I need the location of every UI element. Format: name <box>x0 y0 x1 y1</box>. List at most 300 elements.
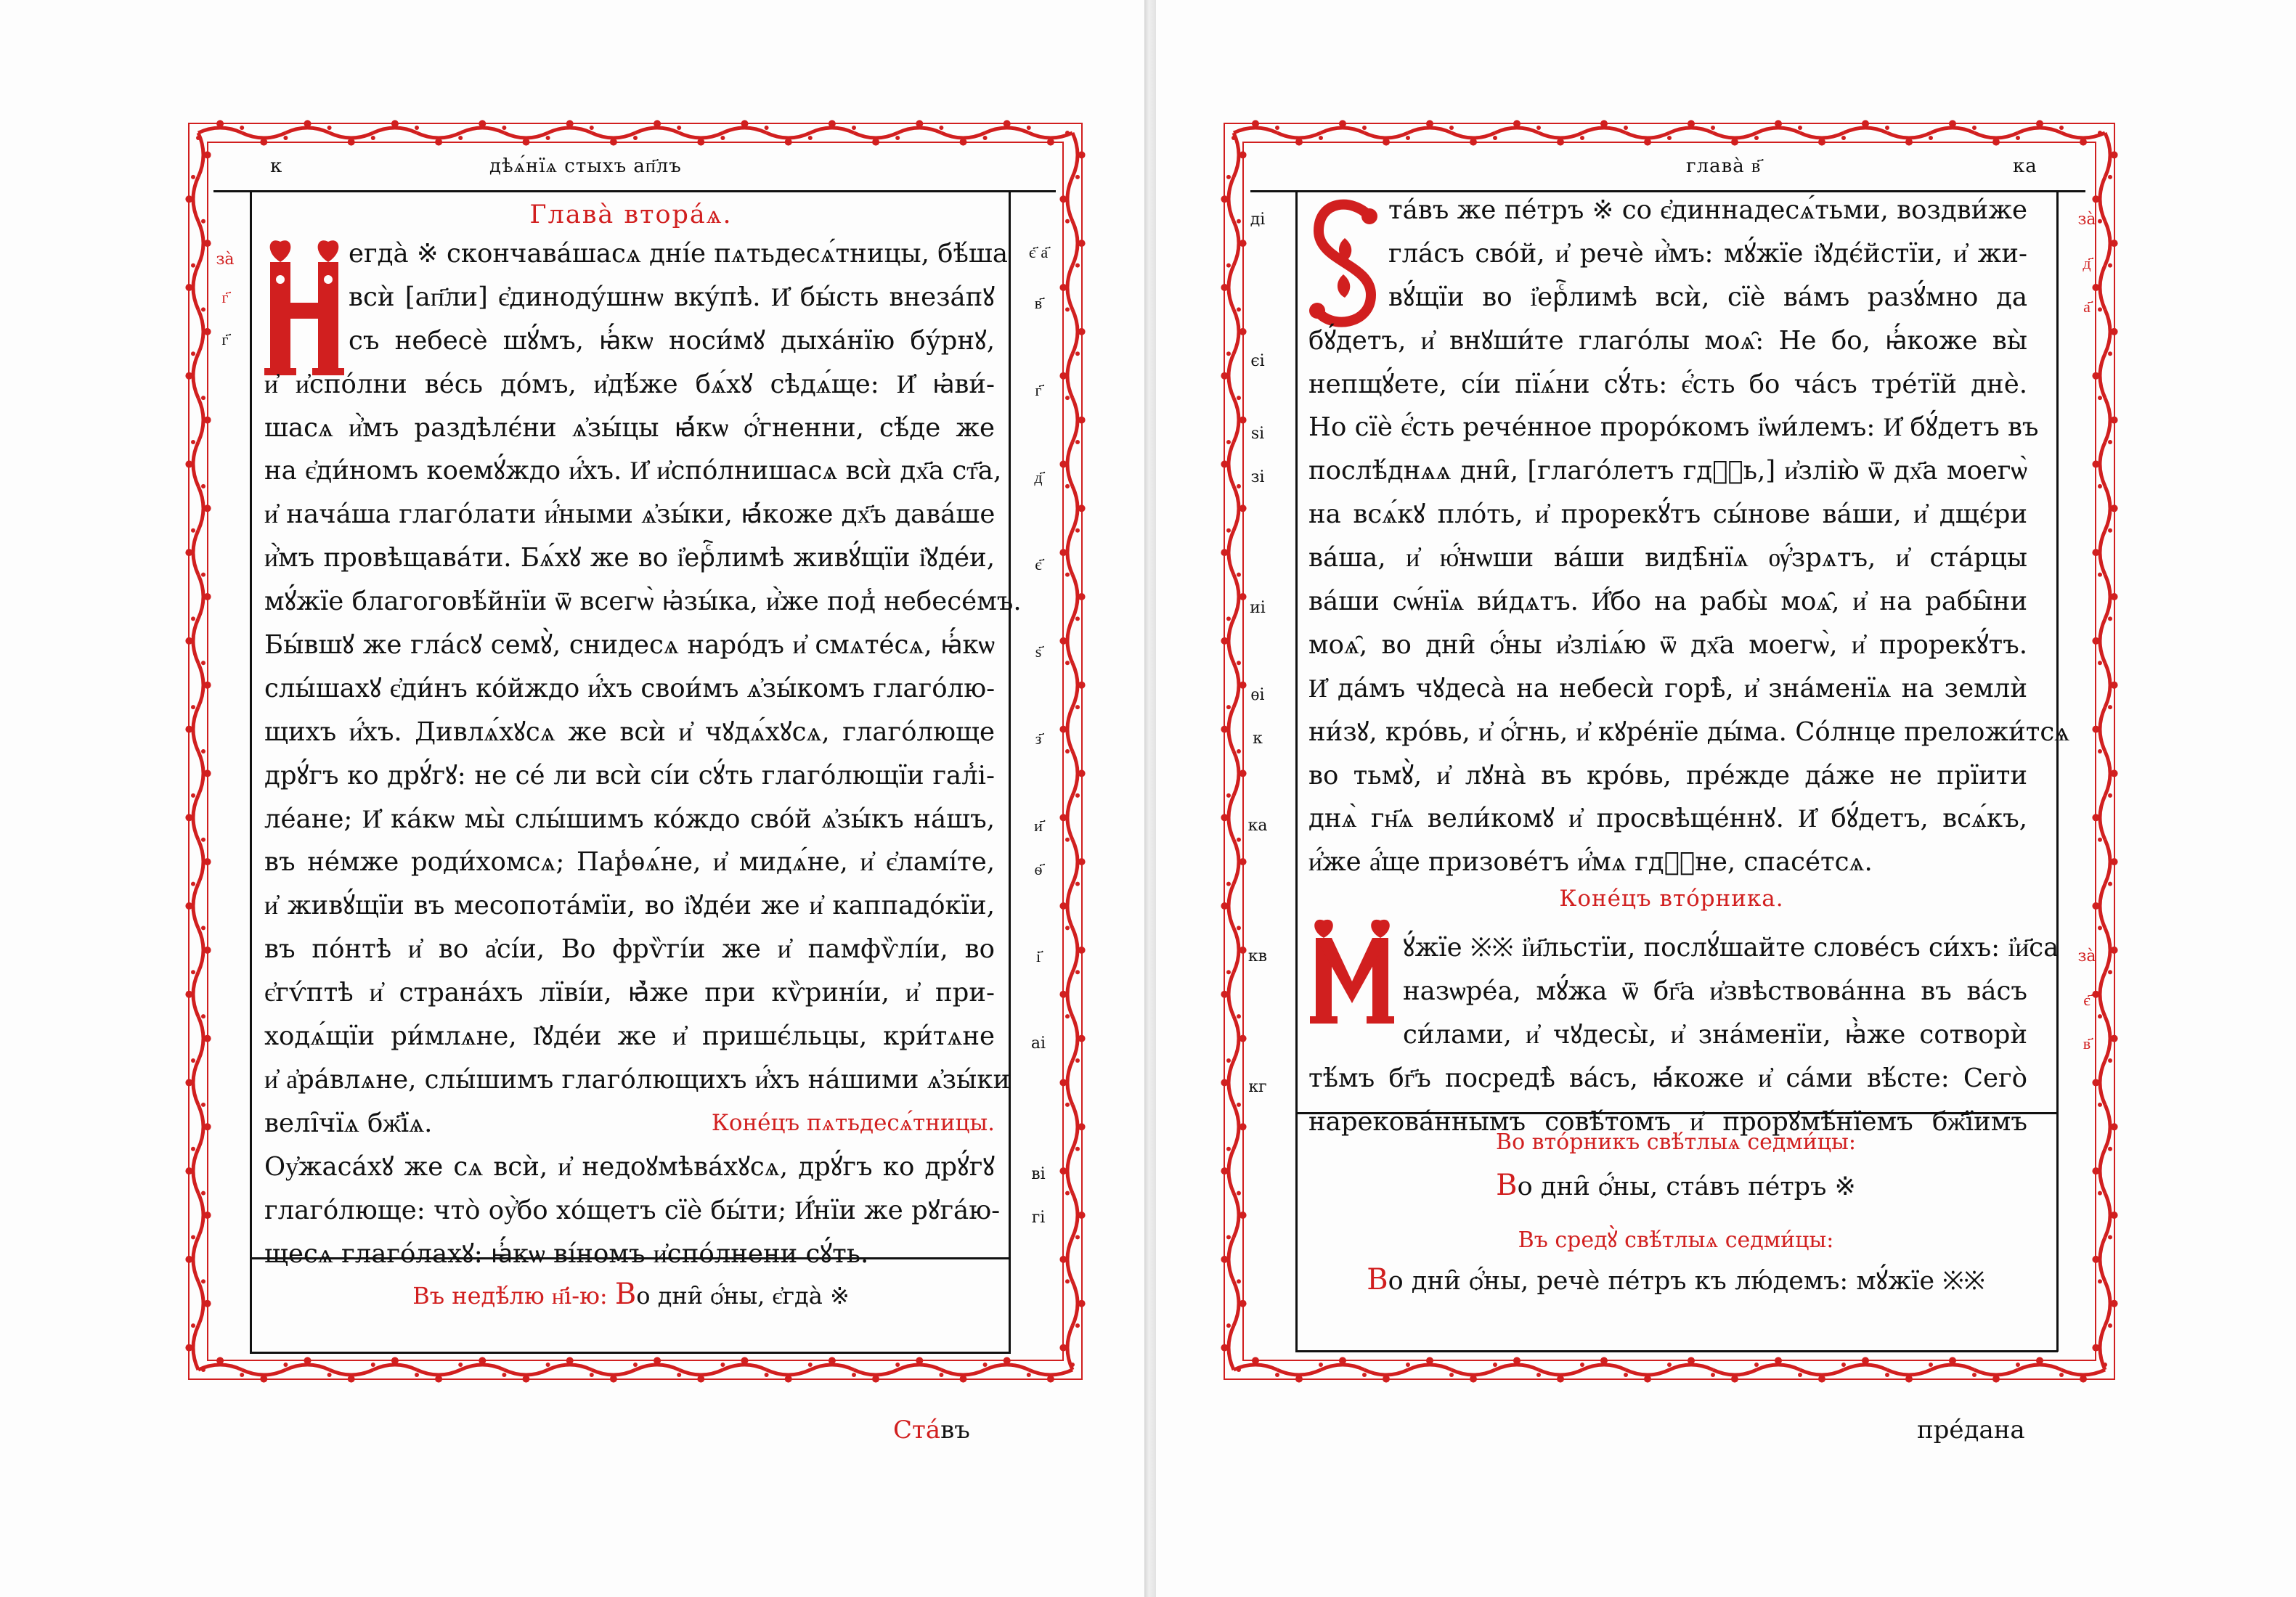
text-line <box>264 624 995 667</box>
margin-note: ѕ҃ <box>1035 643 1042 661</box>
vine-leaf <box>1239 1035 1247 1042</box>
vine-berry <box>1075 1147 1080 1151</box>
vine-leaf <box>1059 637 1067 645</box>
vine-berry <box>983 1363 988 1367</box>
vine-leaf <box>1078 417 1086 424</box>
vine-stem <box>592 133 635 138</box>
vine-berry <box>1237 749 1241 753</box>
vine-stem <box>1067 354 1072 398</box>
vine-leaf <box>1775 1357 1782 1364</box>
line-spacer <box>264 232 995 363</box>
vine-leaf <box>348 1376 355 1383</box>
vine-stem <box>1072 575 1078 619</box>
vine-stem <box>1072 398 1078 442</box>
vine-leaf <box>916 1357 923 1364</box>
right-running-title: глава̀ в҃ <box>1686 155 1762 177</box>
right-text-rule <box>1009 190 1011 1352</box>
vine-leaf <box>2092 902 2099 910</box>
vine-berry <box>191 705 195 709</box>
vine-stem <box>1067 972 1072 1016</box>
margin-note: аі <box>1030 1034 1046 1053</box>
vine-berry <box>191 1323 195 1328</box>
vine-berry <box>1362 1373 1367 1377</box>
text-line <box>264 798 995 841</box>
vine-berry <box>1065 484 1070 489</box>
vine-berry <box>191 351 195 356</box>
vine-stem <box>679 133 722 138</box>
vine-leaf <box>1004 1357 1011 1364</box>
vine-leaf <box>185 1344 192 1352</box>
vine-leaf <box>1339 120 1346 127</box>
vine-berry <box>191 1147 195 1151</box>
vine-stem <box>1452 1370 1495 1375</box>
vine-berry <box>201 1368 205 1372</box>
vine-leaf <box>1221 549 1228 556</box>
vine-berry <box>2108 882 2112 886</box>
vine-leaf <box>2092 284 2099 291</box>
vine-berry <box>1065 838 1070 842</box>
vine-stem <box>1626 133 1669 138</box>
vine-leaf <box>185 991 192 998</box>
vine-stem <box>1321 128 1364 133</box>
vine-leaf <box>2092 1167 2099 1175</box>
vine-berry <box>2108 1235 2112 1239</box>
vine-berry <box>1237 1279 1241 1283</box>
vine-leaf <box>185 637 192 645</box>
vine-leaf <box>1078 1123 1086 1130</box>
vine-leaf <box>1078 1212 1086 1219</box>
vine-stem <box>1067 531 1072 575</box>
vine-stem <box>767 1370 810 1375</box>
vine-stem <box>1887 1370 1931 1375</box>
footer-rubric: Во вто́рникъ свѣ́тлыѧ седми́цы: <box>1496 1130 1856 1155</box>
text-line-content: нарекова́ннымъ совѣ́томъ и҆ прорꙋмѣ́нїемъ бж҃їимъ <box>1308 1106 2027 1137</box>
text-line-content: дрꙋ́гъ ко дрꙋ́гꙋ: не се́ ли всѝ сі́и сꙋ́ть глаго́лющїи гал̾і- <box>264 760 995 791</box>
vine-stem <box>373 1365 417 1370</box>
text-line <box>1308 449 2027 493</box>
vine-stem <box>679 1370 722 1375</box>
vine-berry <box>415 126 419 130</box>
vine-berry <box>1065 749 1070 753</box>
text-line <box>264 1015 995 1058</box>
vine-leaf <box>1004 120 1011 127</box>
vine-stem <box>198 221 203 266</box>
vine-berry <box>201 838 205 842</box>
footer-initial: В <box>1496 1169 1518 1202</box>
vine-stem <box>1229 1149 1234 1193</box>
vine-stem <box>985 128 1029 133</box>
text-line-content: и҆ и҆спо́лни ве́сь до́мъ, и҆дѣ́же бѧ́хꙋ сѣдѧ́ще: И҆ ꙗ҆ви́- <box>264 369 995 399</box>
vine-leaf <box>1239 240 1247 247</box>
text-line <box>264 884 995 928</box>
vine-leaf <box>1513 120 1521 127</box>
vine-stem <box>1408 128 1452 133</box>
vine-leaf <box>1078 1035 1086 1042</box>
vine-berry <box>1075 1058 1080 1063</box>
text-line-content: гла́съ сво́й, и҆ речѐ и҆̀мъ: мꙋ́жїе і҆ꙋдє́йстїи, и҆ жи- <box>1388 238 2027 269</box>
vine-leaf <box>2092 1344 2099 1352</box>
text-line-content: вꙋ́щїи во і҆ерⷭ҇лимѣ всѝ, сїѐ ва́мъ разꙋ́мно да <box>1388 282 2027 312</box>
vine-stem <box>1277 133 1321 138</box>
vine-stem <box>460 1365 504 1370</box>
vine-berry <box>201 1191 205 1196</box>
vine-stem <box>1067 796 1072 840</box>
vine-berry <box>371 1363 375 1367</box>
vine-leaf <box>1221 284 1228 291</box>
vine-leaf <box>2111 682 2118 689</box>
vine-stem <box>985 1365 1029 1370</box>
vine-leaf <box>1078 240 1086 247</box>
vine-berry <box>1406 1363 1410 1367</box>
vine-berry <box>502 1373 506 1377</box>
footer-text: о дни̑ ѻ҆́ны, речѐ пе́тръ къ лю́демъ: мꙋ́жїе ※※ <box>1388 1267 1985 1296</box>
vine-leaf <box>1078 947 1086 954</box>
vine-stem <box>198 128 242 133</box>
vine-berry <box>1798 1373 1802 1377</box>
vine-berry <box>1754 1363 1759 1367</box>
vine-stem <box>1887 133 1931 138</box>
vine-berry <box>2098 1014 2102 1018</box>
vine-leaf <box>204 240 211 247</box>
vine-berry <box>1226 705 1231 709</box>
vine-berry <box>677 126 681 130</box>
text-line-content: тѣ́мъ бг҃ъ посредѣ̀ ва́съ, ꙗ҆́коже и҆ са́ми вѣ́сте: Сего̀ <box>1308 1063 2027 1093</box>
vine-berry <box>2098 1103 2102 1107</box>
margin-note: и҃ <box>1034 817 1043 836</box>
footer-rubric: Въ средꙋ̀ свѣ́тлыѧ седми́цы: <box>1518 1228 1834 1253</box>
vine-berry <box>2098 926 2102 930</box>
vine-leaf <box>2111 1035 2118 1042</box>
vine-berry <box>1237 661 1241 665</box>
vine-stem <box>198 309 203 354</box>
vine-berry <box>191 528 195 533</box>
vine-stem <box>1539 1370 1582 1375</box>
text-line <box>264 971 995 1015</box>
vine-leaf <box>185 549 192 556</box>
vine-berry <box>2108 175 2112 179</box>
vine-leaf <box>2111 328 2118 335</box>
vine-leaf <box>1059 284 1067 291</box>
vine-leaf <box>1600 120 1608 127</box>
vine-leaf <box>1078 151 1086 158</box>
vine-berry <box>1226 616 1231 621</box>
vine-berry <box>1226 440 1231 444</box>
text-line-content: во тьмꙋ̀, и҆ лꙋна̀ въ кро́вь, пре́жде да́же не прїити <box>1308 760 2027 791</box>
vine-berry <box>191 1235 195 1239</box>
margin-note: кв <box>1247 947 1268 965</box>
vine-stem <box>1072 486 1078 531</box>
vine-leaf <box>2036 1357 2043 1364</box>
vine-leaf <box>1383 1376 1390 1383</box>
vine-berry <box>2098 484 2102 489</box>
vine-leaf <box>204 151 211 158</box>
text-line-content: и҆ а҆ра́влѧне, слы́шимъ глаго́лющихъ и҆́хъ на́шими ѧ҆зы́ки <box>264 1064 1011 1095</box>
vine-stem <box>2100 1061 2105 1105</box>
text-line-content: ꙋ́жїе ※※ і҆и҃льстїи, послꙋ́шайте слове́съ си́хъ: і҆и҃са <box>1403 933 2059 963</box>
right-text-block-full <box>1308 189 2070 884</box>
footer-bottom-rule <box>250 1352 1011 1354</box>
vine-stem <box>1364 133 1408 138</box>
vine-berry <box>590 1373 594 1377</box>
vine-leaf <box>204 505 211 512</box>
vine-leaf <box>1078 1300 1086 1307</box>
vine-berry <box>2098 1279 2102 1283</box>
vine-stem <box>548 128 592 133</box>
vine-leaf <box>185 284 192 291</box>
margin-note: в҃ <box>1034 295 1043 313</box>
vine-stem <box>193 618 198 663</box>
vine-berry <box>2098 396 2102 400</box>
vine-berry <box>2108 1147 2112 1151</box>
vine-stem <box>242 133 285 138</box>
text-line-content: ни́зꙋ, кро́вь, и҆ ѻ҆́гнь, и҆ кꙋре́нїе ды́ма. Со́лнце преложи́тсѧ <box>1308 716 2070 747</box>
vine-stem <box>193 1061 198 1105</box>
vine-berry <box>2059 126 2064 130</box>
vine-stem <box>1229 354 1234 398</box>
vine-berry <box>1536 126 1541 130</box>
vine-berry <box>1362 126 1367 130</box>
vine-leaf <box>1059 814 1067 821</box>
vine-leaf <box>1252 1357 1259 1364</box>
vine-berry <box>2016 1363 2020 1367</box>
vine-leaf <box>204 417 211 424</box>
vine-berry <box>1226 970 1231 974</box>
vine-leaf <box>916 120 923 127</box>
text-line <box>1308 667 2027 711</box>
vine-leaf <box>1059 1167 1067 1175</box>
vine-leaf <box>2092 460 2099 467</box>
text-line-content: всѝ [ап҃ли] є҆диноду́шнѡ вку́пѣ. И҆ бы́сть внеза́пꙋ <box>349 282 995 312</box>
margin-note: г҃ <box>1035 382 1042 400</box>
vine-stem <box>198 840 203 884</box>
vine-leaf <box>260 1376 267 1383</box>
vine-stem <box>504 133 547 138</box>
text-line <box>264 493 995 536</box>
vine-berry <box>1065 661 1070 665</box>
vine-stem <box>2100 884 2105 928</box>
vine-leaf <box>1239 1123 1247 1130</box>
vine-leaf <box>304 1357 312 1364</box>
text-line <box>1308 797 2027 841</box>
catchword-red: Ста́ <box>893 1416 941 1445</box>
vine-leaf <box>2092 549 2099 556</box>
text-line-content: велі̑чїѧ бж҃їѧ. <box>264 1108 433 1138</box>
vine-berry <box>1075 264 1080 268</box>
vine-leaf <box>391 1357 399 1364</box>
vine-stem <box>2100 1149 2105 1193</box>
vine-leaf <box>1644 1376 1651 1383</box>
vine-berry <box>1226 175 1231 179</box>
text-line-content: послѣ́днѧѧ дни̑, [глаго́летъ гдⷭ҇ь,] и҆злію̀ ѿ дх҃а моегѡ̀ <box>1308 456 2027 486</box>
vine-berry <box>1885 126 1889 130</box>
vine-berry <box>1237 1103 1241 1107</box>
text-line-content: на всѧ́кꙋ пло́ть, и҆ прорекꙋ́тъ сы́нове ва́ши, и҆ дщє́ри <box>1308 499 2027 530</box>
vine-leaf <box>2111 1300 2118 1307</box>
vine-stem <box>1234 133 1239 177</box>
vine-leaf <box>204 858 211 865</box>
vine-leaf <box>523 1376 530 1383</box>
vine-berry <box>1065 219 1070 224</box>
vine-berry <box>1929 136 1933 140</box>
vine-stem <box>1072 309 1078 354</box>
vine-stem <box>1229 531 1234 575</box>
margin-note: к <box>1253 730 1263 748</box>
vine-stem <box>722 1365 766 1370</box>
margin-note: а҃ <box>2083 298 2091 316</box>
vine-berry <box>458 136 463 140</box>
vine-leaf <box>1221 1167 1228 1175</box>
vine-stem <box>1234 1193 1239 1238</box>
vine-stem <box>767 133 810 138</box>
vine-berry <box>633 136 638 140</box>
vine-stem <box>2105 575 2110 619</box>
vine-leaf <box>2092 726 2099 733</box>
vine-stem <box>198 486 203 531</box>
text-line-content: Бы́вшꙋ же гла́сꙋ семꙋ̀, снидесѧ наро́дъ и҆ смѧте́сѧ, ꙗ҆́кѡ <box>264 630 995 661</box>
text-line-content: си́лами, и҆ чꙋдесы̀, и҆ зна́менїи, ꙗ҆̀же сотворѝ <box>1403 1019 2027 1050</box>
vine-leaf <box>741 120 749 127</box>
vine-leaf <box>1221 1079 1228 1086</box>
vine-leaf <box>2092 637 2099 645</box>
vine-stem <box>1626 1370 1669 1375</box>
vine-berry <box>191 793 195 798</box>
vine-stem <box>1229 1326 1234 1370</box>
vine-stem <box>1234 1281 1239 1326</box>
vine-leaf <box>1818 1376 1825 1383</box>
margin-note: ві <box>1031 1165 1046 1183</box>
margin-note: за̀ <box>2077 947 2096 965</box>
vine-stem <box>198 1193 203 1238</box>
vine-leaf <box>1239 417 1247 424</box>
vine-leaf <box>1221 460 1228 467</box>
vine-leaf <box>185 1079 192 1086</box>
vine-leaf <box>204 1300 211 1307</box>
vine-berry <box>1065 307 1070 311</box>
vine-berry <box>2108 970 2112 974</box>
vine-leaf <box>216 120 224 127</box>
vine-stem <box>1229 177 1234 221</box>
vine-berry <box>201 573 205 577</box>
vine-berry <box>1065 1191 1070 1196</box>
text-line-content: Но сїѐ є҆́сть рече́нное проро́комъ і҆ѡи́лемъ: И҆ бꙋ́детъ въ <box>1308 412 2039 443</box>
text-line <box>264 841 995 884</box>
vine-stem <box>1067 618 1072 663</box>
vine-leaf <box>1221 637 1228 645</box>
left-running-title: дѣѧ́нїѧ стыхъ ап҃лъ <box>489 155 682 177</box>
footer-incipit <box>1295 1263 2056 1297</box>
vine-berry <box>1075 970 1080 974</box>
vine-leaf <box>1239 1212 1247 1219</box>
vine-stem <box>1067 266 1072 310</box>
vine-leaf <box>566 120 574 127</box>
vine-berry <box>201 1279 205 1283</box>
vine-stem <box>635 1365 679 1370</box>
vine-stem <box>1844 128 1887 133</box>
rubric-end-pentecost: Коне́цъ пѧтьдесѧ́тницы. <box>711 1109 995 1136</box>
left-liturgical-footer <box>257 1278 1005 1311</box>
margin-note: за̀ <box>2077 211 2096 229</box>
vine-berry <box>191 1058 195 1063</box>
vine-berry <box>201 749 205 753</box>
vine-stem <box>2105 1105 2110 1149</box>
vine-berry <box>1536 1373 1541 1377</box>
vine-leaf <box>872 1376 879 1383</box>
vine-leaf <box>185 195 192 203</box>
vine-leaf <box>697 1376 704 1383</box>
vine-leaf <box>610 1376 617 1383</box>
vine-stem <box>635 128 679 133</box>
text-line <box>264 407 995 450</box>
vine-berry <box>201 1014 205 1018</box>
vine-leaf <box>1949 120 1956 127</box>
vine-berry <box>201 1103 205 1107</box>
vine-leaf <box>1221 1256 1228 1263</box>
vine-stem <box>1800 1370 1844 1375</box>
text-line-content: въ по́нтѣ и҆ во а҆сі́и, Во фрѷгі́и же и҆ памфѷлі́и, во <box>264 934 995 965</box>
text-line <box>1308 580 2027 624</box>
vine-berry <box>1319 1363 1323 1367</box>
vine-berry <box>2059 1373 2064 1377</box>
vine-stem <box>193 177 198 221</box>
vine-stem <box>1067 884 1072 928</box>
vine-berry <box>2016 136 2020 140</box>
vine-berry <box>1075 175 1080 179</box>
vine-stem <box>2100 796 2105 840</box>
vine-leaf <box>1059 549 1067 556</box>
vine-stem <box>198 398 203 442</box>
vine-stem <box>460 128 504 133</box>
text-line <box>1308 754 2027 798</box>
line-spacer <box>1308 189 2027 319</box>
text-line-content: И҆ да́мъ чꙋдеса̀ на небесѝ горѣ̀, и҆ зна́менїѧ на землѝ <box>1308 673 2027 703</box>
vine-berry <box>1226 351 1231 356</box>
vine-berry <box>1070 1363 1075 1367</box>
book-gutter <box>1144 0 1156 1597</box>
text-line-content: съ небесѐ шꙋ́мъ, ꙗ҆́кѡ носи́мꙋ дыха́нїю бу́рнꙋ, <box>349 325 995 356</box>
vine-stem <box>1495 1365 1539 1370</box>
margin-note: кг <box>1248 1078 1267 1096</box>
vine-stem <box>1072 928 1078 972</box>
text-line-content: мꙋ́жїе благоговѣ́йнїи ѿ всегѡ̀ ꙗ҆зы́ка, и҆̀же под̾ небесе́мъ. <box>264 587 1022 617</box>
vine-stem <box>193 972 198 1016</box>
vine-berry <box>240 1373 244 1377</box>
vine-stem <box>1800 133 1844 138</box>
vine-berry <box>1319 136 1323 140</box>
text-line-content: и҆ живꙋ́щїи въ месопота́мїи, во і҆ꙋде́и же и҆ каппадо́кїи, <box>264 891 995 921</box>
vine-berry <box>1226 264 1231 268</box>
vine-stem <box>2105 398 2110 442</box>
text-line-content: є҆гѵ́птѣ и҆ страна́хъ лїві́и, ꙗ҆̀же при кѷрині́и, и҆ при- <box>264 978 995 1008</box>
margin-note: г҃ <box>221 331 229 349</box>
margin-note: з҃ <box>1035 730 1042 748</box>
vine-berry <box>201 396 205 400</box>
vine-stem <box>1756 128 1800 133</box>
vine-berry <box>1841 1363 1846 1367</box>
vine-leaf <box>185 902 192 910</box>
vine-leaf <box>1078 682 1086 689</box>
left-catchword <box>893 1416 970 1445</box>
vine-leaf <box>566 1357 574 1364</box>
vine-berry <box>1237 1191 1241 1196</box>
text-line <box>264 580 1022 624</box>
text-line <box>1308 711 2070 754</box>
right-running-header <box>1250 145 2085 192</box>
footer-text: о дни̑ ѻ҆́ны, ста́въ пе́тръ ※ <box>1517 1172 1856 1201</box>
vine-leaf <box>1295 1376 1303 1383</box>
left-text-block-full <box>264 232 1022 1275</box>
vine-stem <box>2105 663 2110 707</box>
left-ornamental-frame <box>167 102 1104 1401</box>
